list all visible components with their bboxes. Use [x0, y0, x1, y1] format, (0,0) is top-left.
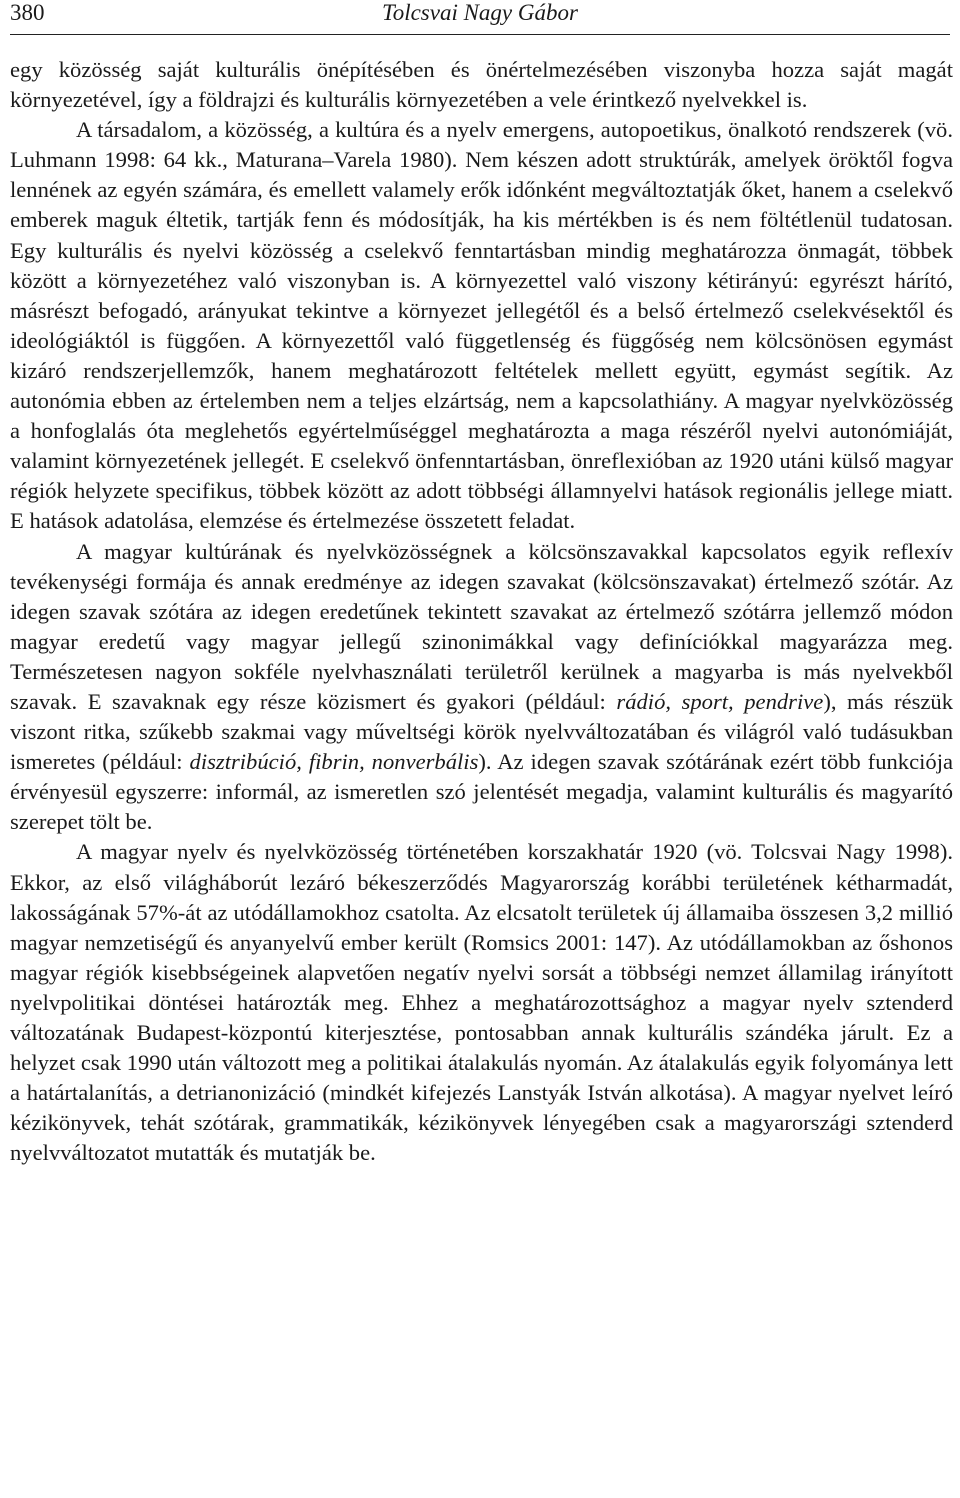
text-segment: A magyar kultúrának és nyelvközösségnek a kölcsönszavakkal kapcsolatos egyik reflexív tevékenységi formája és annak eredménye az idegen szavakat (kölcsönszavakat) értelmező szótár. Az idegen szavak szótára az idegen eredetűnek tekintett szavakat az értelmező szótárra jellemző módon magyar eredetű vagy magyar jellegű szinonimákkal vagy definíciókkal magyarázza meg. Természetesen nagyon sokféle nyelvhasználati területről kerülnek a magyarba is más nyelvekből szavak. E szavaknak egy része közismert és gyakori (például: — [10, 538, 953, 714]
text-segment: A társadalom, a közösség, a kultúra és a nyelv emergens, autopoetikus, önalkotó rendszerek (vö. Luhmann 1998: 64 kk., Maturana–Varela 1980). Nem készen adott struktúrák, amelyek öröktől fogva lennének az egyén számára, és emellett valamely erők időnként megváltoztatják őket, hanem a cselekvő emberek maguk éltetik, tartják fenn és módosítják, ha kis mértékben is és nem föltétlenül tudatosan. Egy kulturális és nyelvi közösség a cselekvő fenntartásban mindig meghatározza önmagát, többek között a környezetéhez való viszonyban is. A környezettel való viszony kétirányú: egyrészt hárító, másrészt befogadó, arányukat tekintve a környezet jellegétől és a belső értelmező cselekvésektől és ideológiáktól is függően. A környezettől való függetlenség és függőség nem kölcsönösen egymást kizáró rendszerjellemzők, hanem meghatározott feltételek mellett együtt, egymást segítik. Az autonómia ebben az értelemben nem a teljes elzártság, nem a kapcsolathiány. A magyar nyelvközösség a honfoglalás óta meglehetős egyértelműséggel meghatározta a maga részéről nyelvi autonómiáját, valamint környezetének jellegét. E cselekvő önfenntartásban, önreflexióban az 1920 utáni külső magyar régiók helyzete specifikus, többek között az adott többségi államnyelvi hatások regionális jellege miatt. E hatások adatolása, elemzése és értelmezése összetett feladat. — [10, 117, 953, 534]
paragraph-1 — [10, 55, 953, 115]
italic-examples: rádió, sport, pendrive — [616, 688, 824, 714]
page-number: 380 — [10, 0, 45, 25]
text-segment: ), más részük viszont ritka, szűkebb szakmai vagy műveltségi körök nyelvváltozatában és világról való tudásukban ismeretes (például: — [10, 688, 953, 775]
text-segment: A magyar nyelv és nyelvközösség történetében korszakhatár 1920 (vö. Tolcsvai Nagy 1998). Ekkor, az első világháborút lezáró békeszerződés Magyarország korábbi területének kétharmadát, lakosságának 57%-át az utódállamokhoz csatolta. Az elcsatolt területek új államaiba összesen 3,2 millió magyar nemzetiségű és anyanyelvű ember került (Romsics 2001: 147). Az utódállamokban az őshonos magyar régiók kisebbségeinek alapvetően negatív nyelvi sorsát a többségi nemzet államilag irányított nyelvpolitikai döntései határozták meg. Ehhez a meghatározottsághoz a magyar nyelv sztenderd változatának Budapest-központú kiterjesztése, pontosabban annak kulturális szándéka járult. Ez a helyzet csak 1990 után változott meg a politikai átalakulás nyomán. Az átalakulás egyik folyománya lett a határtalanítás, a detrianonizáció (mindkét kifejezés Lanstyák István alkotása). A magyar nyelvet leíró kézikönyvek, tehát szótárak, grammatikák, kézikönyvek lényegében csak a magyarországi sztenderd nyelvváltozatot mutatták és mutatják be. — [10, 839, 954, 1166]
running-head-author: Tolcsvai Nagy Gábor — [382, 0, 578, 25]
italic-examples: disztribúció, fibrin, nonverbális — [189, 749, 479, 775]
text-segment: ). Az idegen szavak szótárának ezért több funkciója érvényesül egyszerre: informál, az ismeretlen szó jelentését megadja, valamint kulturális és magyarító szerepet tölt be. — [10, 749, 953, 835]
text-segment: egy közösség saját kulturális önépítésében és önértelmezésében viszonyba hozza saját magát környezetével, így a földrajzi és kulturális környezetében a vele érintkező nyelvekkel is. — [10, 57, 953, 113]
page-header — [10, 0, 950, 35]
body-text — [10, 55, 953, 1168]
paragraph-4 — [10, 837, 953, 1168]
paragraph-2 — [10, 115, 953, 536]
paragraph-3 — [10, 537, 953, 838]
